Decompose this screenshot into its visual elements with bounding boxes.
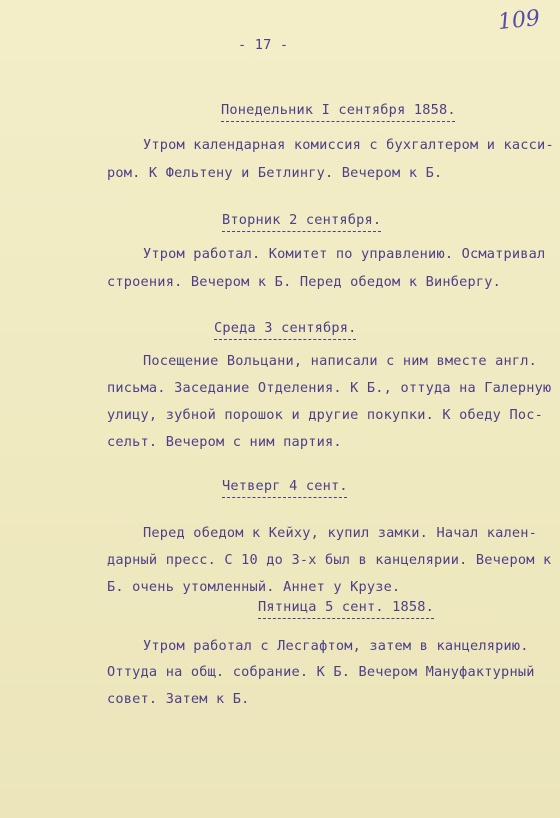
entry-line: ром. К Фельтену и Бетлингу. Вечером к Б. — [107, 165, 443, 181]
entry-heading-friday: Пятница 5 сент. 1858. — [258, 599, 435, 615]
entry-line: Оттуда на общ. собрание. К Б. Вечером Мануфактурный — [107, 664, 535, 680]
archive-page-number: 109 — [496, 5, 542, 36]
entry-line: Перед обедом к Кейху, купил замки. Начал кален- — [143, 525, 538, 541]
page-number: - 17 - — [238, 37, 289, 53]
entry-line: улицу, зубной порошок и другие покупки. К обеду Пос- — [107, 407, 543, 423]
entry-line: дарный пресс. С 10 до 3-х был в канцелярии. Вечером к — [107, 552, 552, 568]
entry-line: Б. очень утомленный. Аннет у Крузе. — [107, 579, 401, 595]
entry-line: Утром работал с Лесгафтом, затем в канцелярию. — [143, 638, 529, 654]
entry-line: совет. Затем к Б. — [107, 691, 250, 707]
entry-line: строения. Вечером к Б. Перед обедом к Винбергу. — [107, 274, 502, 290]
entry-line: Посещение Вольцани, написали с ним вместе англ. — [143, 353, 538, 369]
entry-line: письма. Заседание Отделения. К Б., оттуда на Галерную — [107, 380, 552, 396]
entry-heading-thursday: Четверг 4 сент. — [222, 478, 348, 494]
entry-heading-monday: Понедельник I сентября 1858. — [221, 102, 456, 118]
entry-line: Утром календарная комиссия с бухгалтером и касси- — [143, 137, 554, 153]
entry-line: Утром работал. Комитет по управлению. Осматривал — [143, 246, 546, 262]
entry-heading-tuesday: Вторник 2 сентября. — [222, 212, 382, 228]
entry-heading-wednesday: Среда 3 сентября. — [214, 320, 357, 336]
entry-line: сельт. Вечером с ним партия. — [107, 434, 342, 450]
